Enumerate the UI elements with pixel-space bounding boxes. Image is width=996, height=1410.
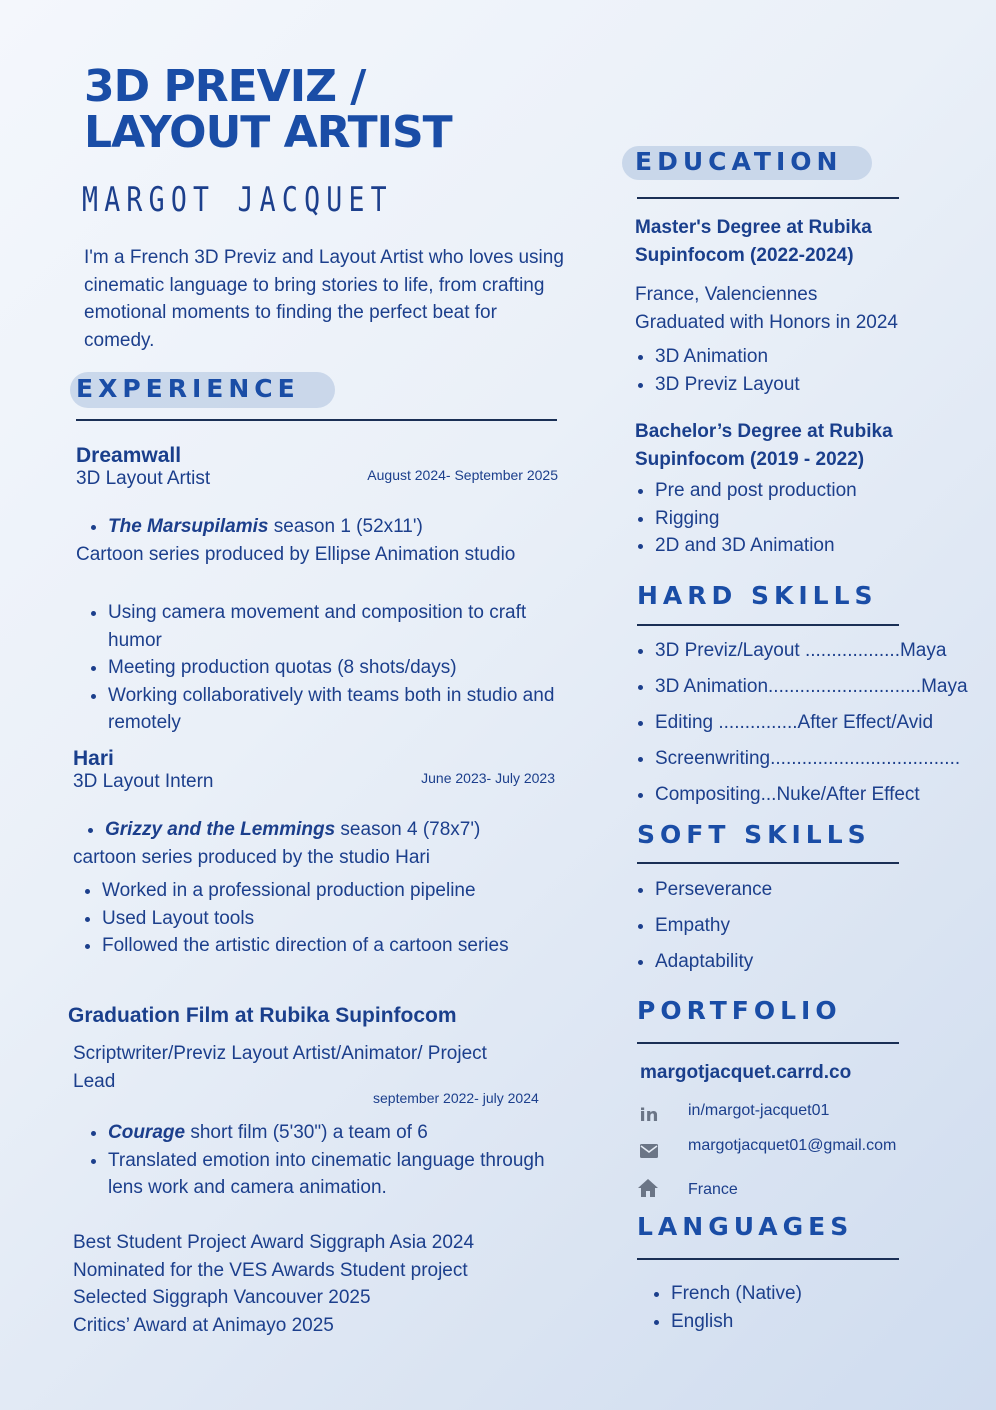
languages-list [639, 1280, 971, 1335]
job-title-line2: LAYOUT ARTIST [84, 107, 452, 158]
job-bullets [76, 1119, 578, 1202]
bullet-item: • 3D Animation [655, 343, 955, 371]
languages-divider [637, 1258, 899, 1260]
bullet-item: • 2D and 3D Animation [655, 532, 955, 560]
skill-item: • Screenwriting.................................... [655, 741, 995, 777]
project-item [108, 513, 588, 541]
soft-skills-list [635, 872, 955, 980]
project-info: season 4 (78x7') [335, 819, 481, 840]
role-title: 3D Layout Intern [73, 771, 214, 792]
home-icon [636, 1176, 660, 1200]
bullet-item: • Followed the artistic direction of a cartoon series [102, 932, 562, 960]
project-title: The Marsupilamis [108, 516, 269, 537]
role-title: Scriptwriter/Previz Layout Artist/Animator/ Project Lead [73, 1043, 487, 1092]
degree-bullets [623, 343, 955, 398]
bullet-item: • Working collaboratively with teams both in studio and remotely [108, 682, 578, 737]
location-text: France [688, 1181, 738, 1198]
hard-skills-heading: HARD SKILLS [637, 581, 878, 610]
linkedin-icon: in [639, 1104, 659, 1126]
bullet-item: • Translated emotion into cinematic language through lens work and camera animation. [108, 1147, 578, 1202]
award-item: Critics’ Award at Animayo 2025 [73, 1314, 334, 1336]
email-link[interactable]: margotjacquet01@gmail.com [688, 1137, 897, 1154]
job-title [84, 61, 452, 158]
candidate-name: MARGOT JACQUET [82, 180, 393, 220]
degree-location: France, Valenciennes [635, 284, 818, 305]
mail-icon [637, 1139, 661, 1163]
job-hari [73, 747, 555, 793]
skill-item: • Adaptability [655, 944, 955, 980]
bullet-item: • Worked in a professional production pipeline [102, 877, 562, 905]
experience-divider [76, 419, 557, 421]
soft-skills-heading: SOFT SKILLS [637, 820, 871, 849]
job-bullets [76, 599, 578, 737]
skill-item: • Empathy [655, 908, 955, 944]
job-date: June 2023- July 2023 [421, 770, 555, 786]
degree-note: Graduated with Honors in 2024 [635, 311, 898, 333]
job-title-line1: 3D PREVIZ / [84, 61, 366, 112]
project-item [108, 1119, 578, 1147]
bullet-item: • Rigging [655, 505, 955, 533]
bullet-item: • Using camera movement and composition to craft humor [108, 599, 578, 654]
degree-title: Bachelor’s Degree at Rubika Supinfocom (2019 - 2022) [635, 421, 893, 470]
education-divider [637, 197, 899, 199]
job-bullets [70, 877, 562, 960]
job-dreamwall [76, 444, 558, 490]
skill-item: • Compositing...Nuke/After Effect [655, 777, 995, 813]
skill-item: • 3D Previz/Layout ..................Maya [655, 633, 995, 669]
languages-heading: LANGUAGES [637, 1212, 854, 1241]
job-date: August 2024- September 2025 [367, 467, 558, 483]
degree-title: Master's Degree at Rubika Supinfocom (2022-2024) [635, 217, 872, 266]
degree-details [635, 281, 955, 336]
company-name: Dreamwall [76, 444, 182, 467]
skill-item: • Editing ...............After Effect/Avid [655, 705, 995, 741]
experience-heading: EXPERIENCE [76, 374, 300, 403]
degree-bullets [623, 477, 955, 560]
awards-list [73, 1229, 553, 1339]
bullet-item: • Meeting production quotas (8 shots/days) [108, 654, 578, 682]
portfolio-link[interactable]: margotjacquet.carrd.co [640, 1062, 852, 1083]
role-title: 3D Layout Artist [76, 468, 211, 489]
project-line [76, 513, 588, 541]
bullet-item: • 3D Previz Layout [655, 371, 955, 399]
award-item: Nominated for the VES Awards Student project [73, 1259, 468, 1281]
portfolio-divider [637, 1042, 899, 1044]
bullet-item: • Used Layout tools [102, 905, 562, 933]
company-name: Graduation Film at Rubika Supinfocom [68, 1004, 457, 1027]
job-date: september 2022- july 2024 [373, 1090, 539, 1106]
project-title: Grizzy and the Lemmings [105, 819, 336, 840]
language-item: • English [671, 1308, 971, 1336]
language-item: • French (Native) [671, 1280, 971, 1308]
project-description: cartoon series produced by the studio Hari [73, 847, 430, 868]
bullet-item: • Pre and post production [655, 477, 955, 505]
award-item: Selected Siggraph Vancouver 2025 [73, 1287, 371, 1308]
project-description: Cartoon series produced by Ellipse Animation studio [76, 544, 516, 565]
project-line [73, 816, 585, 844]
soft-skills-divider [637, 862, 899, 864]
intro-paragraph: I'm a French 3D Previz and Layout Artist who loves using cinematic language to bring stories to life, from crafting emotional moments to finding the perfect beat for comedy. [84, 247, 564, 351]
skill-item: • 3D Animation.............................Maya [655, 669, 995, 705]
hard-skills-divider [637, 624, 899, 626]
linkedin-link[interactable]: in/margot-jacquet01 [688, 1102, 830, 1119]
project-title: Courage [108, 1122, 186, 1143]
project-info: season 1 (52x11') [268, 516, 423, 537]
project-item [105, 816, 585, 844]
education-heading: EDUCATION [635, 147, 843, 176]
award-item: Best Student Project Award Siggraph Asia 2024 [73, 1232, 475, 1253]
hard-skills-list [635, 633, 995, 813]
skill-item: • Perseverance [655, 872, 955, 908]
project-info: short film (5'30") a team of 6 [185, 1122, 428, 1143]
company-name: Hari [73, 747, 114, 770]
portfolio-heading: PORTFOLIO [637, 996, 842, 1025]
